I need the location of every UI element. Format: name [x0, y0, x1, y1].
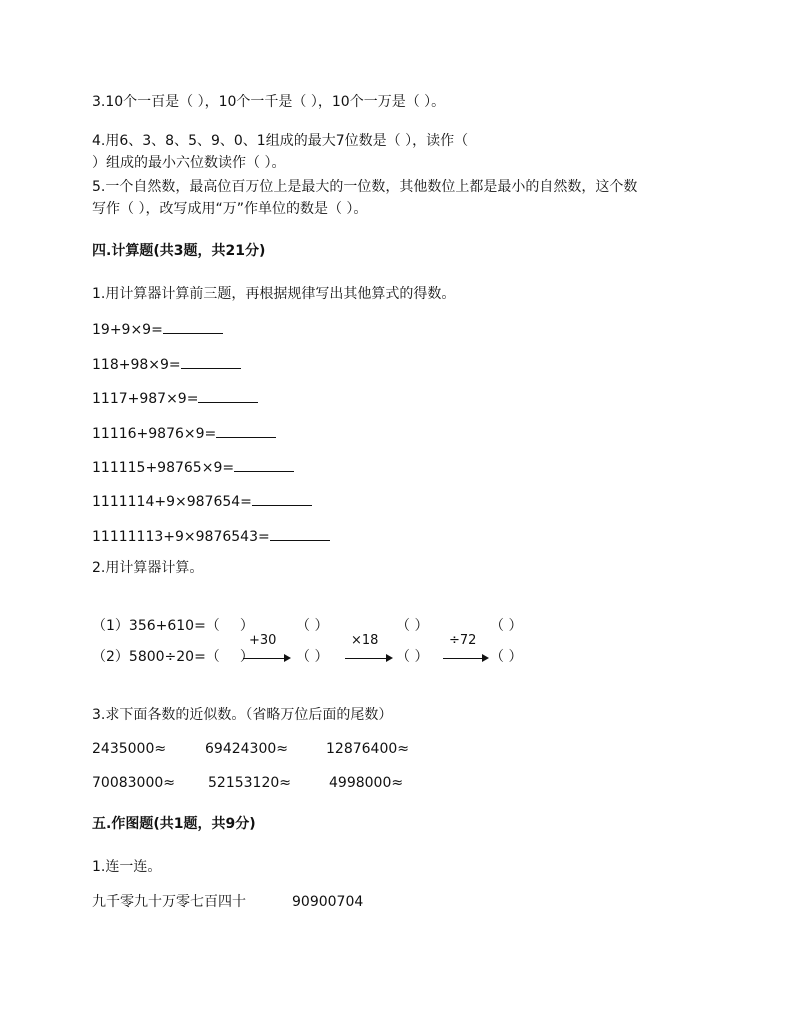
chain-blank: （ ）: [490, 649, 523, 665]
expr-row: [92, 491, 312, 512]
expr-text: 111115+98765×9=: [92, 460, 235, 476]
question-3-5-line1: 5.一个自然数，最高位百万位上是最大的一位数，其他数位上都是最小的自然数，这个数: [92, 179, 638, 195]
approx-item: 52153120≈: [208, 775, 291, 791]
expr-text: 19+9×9=: [92, 322, 163, 338]
arrow-icon: [345, 633, 393, 662]
answer-blank: [216, 423, 276, 438]
expr-row: [92, 457, 294, 478]
expr-row: [92, 354, 241, 375]
question-4-3-text: 3.求下面各数的近似数。（省略万位后面的尾数）: [92, 707, 393, 723]
answer-blank: [252, 491, 312, 506]
question-4-1-text: 1.用计算器计算前三题，再根据规律写出其他算式的得数。: [92, 286, 456, 302]
expr-text: 1111114+9×987654=: [92, 494, 252, 510]
chain-blank: （ ）: [296, 649, 329, 665]
answer-blank: [181, 354, 241, 369]
expr-row: [92, 388, 258, 409]
question-3-5-line2: 写作（ ），改写成用“万”作单位的数是（ ）。: [92, 201, 368, 217]
approx-item: 69424300≈: [205, 741, 288, 757]
expr-row: [92, 423, 276, 444]
arrow-icon: [443, 633, 489, 662]
answer-blank: [234, 457, 294, 472]
expr-text: 118+98×9=: [92, 357, 181, 373]
expr-text: 11111113+9×9876543=: [92, 529, 270, 545]
question-3-4-line1: 4.用6、3、8、5、9、0、1组成的最大7位数是（ ），读作（: [92, 133, 469, 149]
expr-row: [92, 319, 223, 340]
operation-label: ÷72: [449, 633, 477, 648]
expr-row: [92, 526, 330, 547]
operation-label: ×18: [351, 633, 379, 648]
chain-blank: （ ）: [490, 618, 523, 634]
approx-item: 4998000≈: [329, 775, 404, 791]
expr-text: 1117+987×9=: [92, 391, 199, 407]
arrow-icon: [243, 633, 291, 662]
approx-item: 12876400≈: [326, 741, 409, 757]
chain-start: （1）356+610=（ ）: [92, 618, 254, 634]
question-5-1-text: 1.连一连。: [92, 859, 162, 875]
question-4-2-text: 2.用计算器计算。: [92, 560, 204, 576]
approx-item: 70083000≈: [92, 775, 175, 791]
chain-blank: （ ）: [396, 649, 429, 665]
answer-blank: [163, 319, 223, 334]
answer-blank: [198, 388, 258, 403]
operation-label: +30: [249, 633, 277, 648]
expr-text: 11116+9876×9=: [92, 426, 217, 442]
section-4-heading: 四.计算题(共3题，共21分): [92, 243, 266, 259]
question-3-4-line2: ）组成的最小六位数读作（ ）。: [92, 155, 286, 171]
question-3-10: 3.10个一百是（ ），10个一千是（ ），10个一万是（ ）。: [92, 94, 446, 110]
chain-blank: （ ）: [396, 618, 429, 634]
answer-blank: [270, 526, 330, 541]
match-left-item: 九千零九十万零七百四十: [92, 894, 246, 910]
section-5-heading: 五.作图题(共1题，共9分): [92, 816, 256, 832]
chain-blank: （ ）: [296, 618, 329, 634]
chain-start: （2）5800÷20=（ ）: [92, 649, 254, 665]
approx-item: 2435000≈: [92, 741, 167, 757]
match-right-item: 90900704: [292, 894, 364, 910]
